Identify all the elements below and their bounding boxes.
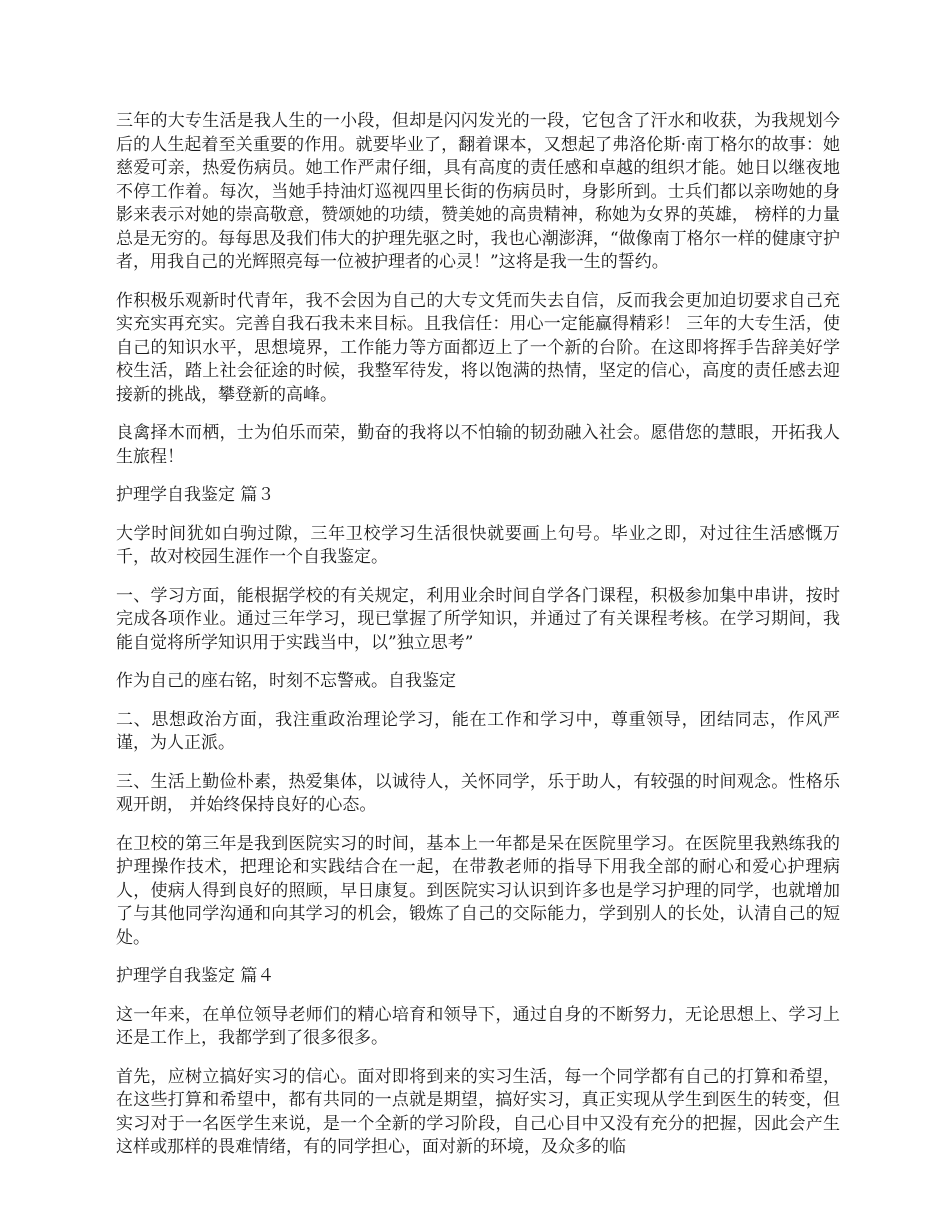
paragraph: 首先，应树立搞好实习的信心。面对即将到来的实习生活，每一个同学都有自己的打算和希望，在这些打算和希望中，都有共同的一点就是期望，搞好实习，真正实现从学生到医生的转变，但实习对于一名医学生来说，是一个全新的学习阶段，自己心目中又没有充分的把握，因此会产生这样或那样的畏难情绪，有的同学担心，面对新的环境，及众多的临	[116, 1066, 840, 1157]
section-heading: 护理学自我鉴定 篇３	[116, 485, 275, 505]
paragraph: 良禽择木而栖，士为伯乐而荣，勤奋的我将以不怕输的韧劲融入社会。愿借您的慧眼，开拓我人生旅程！	[116, 423, 840, 467]
paragraph: 作积极乐观新时代青年，我不会因为自己的大专文凭而失去自信，反而我会更加迫切要求自己充实充实再充实。完善自我石我未来目标。且我信任：用心一定能赢得精彩！ 三年的大专生活，使自己的知识水平，思想境界，工作能力等方面都迈上了一个新的台阶。在这即将挥手告辞美好学校生活，踏上社会征途的时候，我整军待发，将以饱满的热情，坚定的信心，高度的责任感去迎接新的挑战，攀登新的高峰。	[116, 290, 840, 405]
paragraph: 这一年来，在单位领导老师们的精心培育和领导下，通过自身的不断努力，无论思想上、学习上还是工作上，我都学到了很多很多。	[116, 1004, 840, 1048]
paragraph: 三年的大专生活是我人生的一小段，但却是闪闪发光的一段，它包含了汗水和收获，为我规划今后的人生起着至关重要的作用。就要毕业了，翻着课本，又想起了弗洛伦斯·南丁格尔的故事：她慈爱可亲，热爱伤病员。她工作严肃仔细，具有高度的责任感和卓越的组织才能。她日以继夜地不停工作着。每次，当她手持油灯巡视四里长街的伤病员时，身影所到。士兵们都以亲吻她的身影来表示对她的崇高敬意，赞颂她的功绩，赞美她的高贵精神，称她为女界的英雄， 榜样的力量总是无穷的。每每思及我们伟大的护理先驱之时，我也心潮澎湃，“做像南丁格尔一样的健康守护者，用我自己的光辉照亮每一位被护理者的心灵！”这将是我一生的誓约。	[116, 111, 840, 272]
paragraph: 大学时间犹如白驹过隙，三年卫校学习生活很快就要画上句号。毕业之即，对过往生活感慨万千，故对校园生涯作一个自我鉴定。	[116, 523, 840, 567]
paragraph: 二、思想政治方面，我注重政治理论学习，能在工作和学习中，尊重领导，团结同志，作风严谨，为人正派。	[116, 709, 840, 753]
document-body	[116, 110, 840, 1175]
paragraph: 三、生活上勤俭朴素，热爱集体，以诚待人，关怀同学，乐于助人，有较强的时间观念。性格乐观开朗， 并始终保持良好的心态。	[116, 771, 840, 815]
paragraph: 在卫校的第三年是我到医院实习的时间，基本上一年都是呆在医院里学习。在医院里我熟练我的护理操作技术，把理论和实践结合在一起，在带教老师的指导下用我全部的耐心和爱心护理病人，使病人得到良好的照顾，早日康复。到医院实习认识到许多也是学习护理的同学，也就增加了与其他同学沟通和向其学习的机会，锻炼了自己的交际能力，学到别人的长处，认清自己的短处。	[116, 833, 840, 948]
paragraph: 一、学习方面，能根据学校的有关规定，利用业余时间自学各门课程，积极参加集中串讲，按时完成各项作业。通过三年学习，现已掌握了所学知识，并通过了有关课程考核。在学习期间，我能自觉将所学知识用于实践当中，以”独立思考”	[116, 585, 840, 653]
paragraph: 作为自己的座右铭，时刻不忘警戒。自我鉴定	[116, 671, 456, 691]
section-heading: 护理学自我鉴定 篇４	[116, 966, 275, 986]
